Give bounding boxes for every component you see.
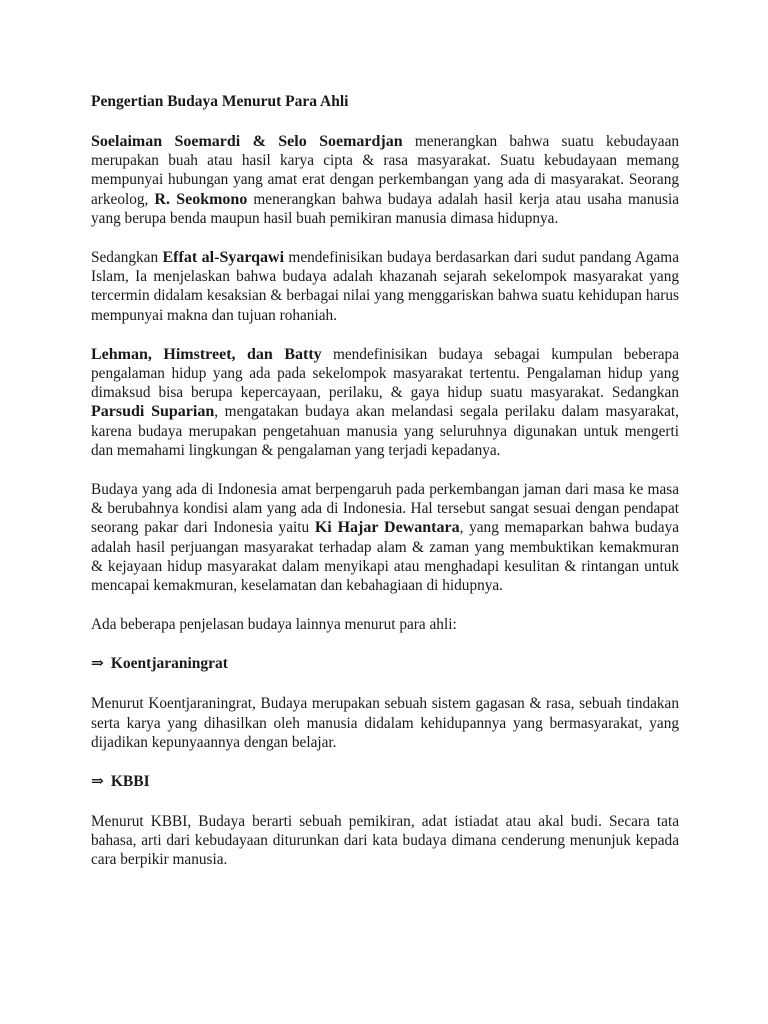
author-name: R. Seokmono xyxy=(154,190,248,208)
paragraph-text: , mengatakan budaya akan melandasi segala perilaku dalam masyarakat, karena budaya merupakan pengetahuan manusia yang seluruhnya digunakan untuk mengerti dan memahami lingkungan & pengalaman yang terjadi kepadanya. xyxy=(91,403,680,459)
paragraph-lehman xyxy=(91,345,679,460)
paragraph-kbbi: Menurut KBBI, Budaya berarti sebuah pemikiran, adat istiadat atau akal budi. Secara tata bahasa, arti dari kebudayaan diturunkan dari kata budaya dimana cenderung menunjuk kepada cara berpikir manusia. xyxy=(91,813,679,869)
section-heading-kbbi xyxy=(91,772,679,791)
author-name: Lehman, Himstreet, dan Batty xyxy=(91,345,322,363)
paragraph-soelaiman xyxy=(91,132,679,228)
author-name: Soelaiman Soemardi & Selo Soemardjan xyxy=(91,133,403,150)
paragraph-intro-list: Ada beberapa penjelasan budaya lainnya menurut para ahli: xyxy=(91,616,457,634)
section-heading-label: Koentjaraningrat xyxy=(110,655,228,673)
paragraph-text: mendefinisikan budaya berdasarkan dari sudut pandang Agama Islam, Ia menjelaskan bahwa budaya adalah khazanah sejarah sekelompok masyarakat yang tercermin didalam kesaksian & berbagai nilai yang menggariskan bahwa suatu kehidupan harus mempunyai makna dan tujuan rohaniah. xyxy=(91,249,679,324)
paragraph-text: mendefinisikan budaya sebagai kumpulan beberapa pengalaman hidup yang ada pada sekelompok masyarakat tertentu. Pengalaman hidup yang dimaksud bisa berupa kepercayaan, perilaku, & gaya hidup suatu masyarakat. Sedangkan xyxy=(91,345,679,402)
paragraph-text: Sedangkan xyxy=(91,249,163,267)
right-double-arrow-icon: ⇒ xyxy=(91,655,104,673)
paragraph-effat xyxy=(91,248,679,325)
paragraph-text: menerangkan bahwa budaya adalah hasil kerja atau usaha manusia yang berupa benda maupun hasil buah pemikiran manusia dimasa hidupnya. xyxy=(91,190,679,227)
paragraph-koentjaraningrat: Menurut Koentjaraningrat, Budaya merupakan sebuah sistem gagasan & rasa, sebuah tindakan serta karya yang dihasilkan oleh manusia didalam kehidupannya yang bermasyarakat, yang dijadikan kepunyaannya dengan belajar. xyxy=(91,695,679,751)
paragraph-text: Budaya yang ada di Indonesia amat berpengaruh pada perkembangan jaman dari masa ke masa & berubahnya kondisi alam yang ada di Indonesia. Hal tersebut sangat sesuai dengan pendapat seorang pakar dari Indonesia yaitu xyxy=(91,481,679,537)
paragraph-text: , yang memaparkan bahwa budaya adalah hasil perjuangan masyarakat terhadap alam & zaman yang membuktikan kemakmuran & kejayaan hidup masyarakat dalam menyikapi atau menghadapi kesulitan & rintangan untuk mencapai kemakmuran, keselamatan dan kebahagiaan di hidupnya. xyxy=(91,519,680,595)
section-heading-koentjaraningrat xyxy=(91,654,679,673)
author-name: Parsudi Suparian xyxy=(91,403,215,421)
right-double-arrow-icon: ⇒ xyxy=(91,773,104,791)
paragraph-indonesia xyxy=(91,480,679,595)
section-heading-label: KBBI xyxy=(110,773,150,791)
document-title: Pengertian Budaya Menurut Para Ahli xyxy=(91,93,349,110)
paragraph-text: menerangkan bahwa suatu kebudayaan merupakan buah atau hasil karya cipta & rasa masyarakat. Suatu kebudayaan memang mempunyai hubungan yang amat erat dengan perkembangan yang ada di masyarakat. Seorang arkeolog, xyxy=(91,133,680,208)
author-name: Ki Hajar Dewantara xyxy=(314,519,460,537)
author-name: Effat al-Syarqawi xyxy=(162,249,285,267)
